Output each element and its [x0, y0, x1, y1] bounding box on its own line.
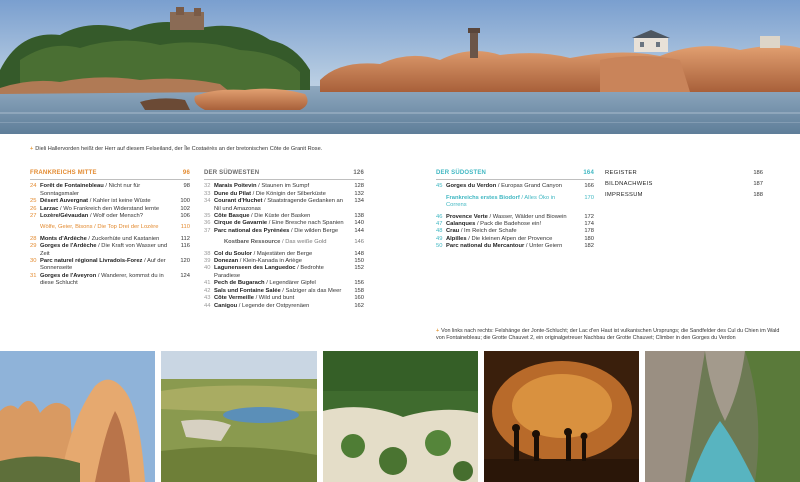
- entry-text: [214, 228, 348, 235]
- entry-text: [214, 239, 348, 246]
- entry-text: [40, 236, 174, 243]
- entry-title: Parc national du Mercantour: [446, 243, 525, 250]
- entry-title: Kostbare Ressource: [224, 239, 281, 246]
- section-header: FRANKREICHS MITTE 96: [30, 170, 190, 180]
- entry-description: / Zuckerhüte und Kastanien: [86, 235, 160, 242]
- entry-text: [446, 243, 578, 250]
- entry-page: 100: [180, 198, 190, 205]
- toc-entry[interactable]: [436, 236, 594, 243]
- entry-description: / Die Top Drei der Lozère: [92, 224, 159, 231]
- toc-list: [30, 183, 190, 287]
- entry-title: Côte Vermeille: [214, 295, 254, 302]
- entry-description: / Die Küste der Basken: [249, 213, 311, 220]
- entry-title: Gorges de l'Aveyron: [40, 272, 97, 279]
- entry-text: [40, 198, 174, 205]
- entry-text: [446, 214, 578, 221]
- entry-page: 102: [180, 205, 190, 212]
- toc-entry-register[interactable]: REGISTER 186: [605, 170, 763, 176]
- entry-number: 45: [436, 183, 443, 190]
- photos-caption: + Von links nach rechts: Felshänge der Jonte-Schlucht; der Lac d'en Haut ist vulkanischen Ursprungs; die Sandfelder des Cul du Chien im Wald von Fontainebleau; die Grotte Chauvet 2, ein originalgetreuer Nachbau der Grotte Chauvet; Climber in den Gorges du Verdon: [436, 328, 780, 341]
- section-header: DER SÜDWESTEN 126: [204, 170, 364, 180]
- entry-description: / Die wilden Berge: [289, 227, 339, 234]
- entry-number: 29: [30, 243, 37, 250]
- entry-page: 170: [584, 194, 594, 201]
- entry-page: 146: [354, 239, 364, 246]
- photo-volcanic-lake: [161, 351, 317, 482]
- entry-text: [214, 265, 348, 280]
- toc-entry[interactable]: [204, 288, 364, 295]
- entry-title: Marais Poitevin: [214, 183, 257, 190]
- entry-number: 42: [204, 287, 211, 294]
- entry-number: 44: [204, 302, 211, 309]
- entry-number: 28: [30, 235, 37, 242]
- entry-title: Crau: [446, 228, 460, 235]
- entry-description: / Im Reich der Schafe: [459, 228, 517, 235]
- toc-feature-entry[interactable]: [30, 224, 190, 231]
- entry-number: 38: [204, 250, 211, 257]
- entry-page: 162: [354, 302, 364, 309]
- toc-entry[interactable]: [204, 228, 364, 235]
- entry-description: / Das weiße Gold: [280, 239, 327, 246]
- entry-page: 178: [584, 228, 594, 235]
- entry-page: 150: [354, 258, 364, 265]
- entry-number: 31: [30, 272, 37, 279]
- entry-description: / Bedrohte Paradiese: [214, 265, 324, 279]
- entry-number: 46: [436, 213, 443, 220]
- photo-forest-sandfields: [323, 351, 478, 482]
- entry-description: / Die kleinen Alpen der Provence: [466, 235, 553, 242]
- toc-entry[interactable]: [30, 206, 190, 213]
- entry-text: [446, 195, 578, 210]
- toc-entry[interactable]: [204, 183, 364, 190]
- photo-gorge-cliffs: [0, 351, 155, 482]
- entry-title: Donezan: [214, 258, 239, 265]
- entry-description: / Alles Öko in Correns: [446, 194, 556, 209]
- entry-page: 152: [354, 265, 364, 272]
- hero-photo: [0, 0, 800, 134]
- entry-description: / Wolf oder Mensch?: [88, 213, 143, 220]
- toc-column-3: [436, 170, 594, 251]
- entry-text: [40, 258, 174, 273]
- entry-number: 40: [204, 265, 211, 272]
- entry-number: 35: [204, 213, 211, 220]
- entry-description: / Die Kraft von Wasser und Zeit: [40, 243, 168, 257]
- toc-entry[interactable]: [204, 265, 364, 280]
- toc-entry[interactable]: [204, 303, 364, 310]
- toc-column-1: [30, 170, 190, 288]
- toc-entry[interactable]: [204, 191, 364, 198]
- entry-number: 32: [204, 183, 211, 190]
- entry-title: Gorges de l'Ardèche: [40, 243, 97, 250]
- caption-arrow-icon: +: [436, 328, 440, 334]
- entry-text: [214, 258, 348, 265]
- entry-description: / Nicht nur für Sonntagsmaler: [40, 183, 141, 197]
- entry-description: / Legende der Ostpyrenäen: [237, 302, 310, 309]
- entry-description: / Majestäten der Berge: [252, 250, 313, 257]
- photo-verdon-gorge: [645, 351, 800, 482]
- toc-entry-bildnachweis[interactable]: BILDNACHWEIS 187: [605, 180, 763, 187]
- toc-feature-entry[interactable]: [436, 195, 594, 210]
- entry-number: 27: [30, 213, 37, 220]
- entry-text: [214, 198, 348, 213]
- entry-page: 128: [354, 183, 364, 190]
- entry-title: Canigou: [214, 302, 238, 309]
- entry-page: 112: [180, 235, 190, 242]
- toc-entry-impressum[interactable]: IMPRESSUM 188: [605, 191, 763, 198]
- entry-title: Forêt de Fontainebleau: [40, 183, 104, 190]
- entry-description: / Wild und bunt: [253, 295, 295, 302]
- entry-description: / Unter Geiern: [524, 243, 563, 250]
- entry-title: Gorges du Verdon: [446, 183, 497, 190]
- entry-title: Courant d'Huchet: [214, 198, 263, 205]
- entry-text: [40, 273, 174, 288]
- entry-description: / Klein-Kanada in Ariège: [238, 258, 302, 265]
- entry-title: Lagunenseen des Languedoc: [214, 265, 296, 272]
- entry-page: 172: [584, 213, 594, 220]
- entry-page: 158: [354, 287, 364, 294]
- entry-page: 144: [354, 227, 364, 234]
- entry-text: [446, 236, 578, 243]
- entry-description: / Pack die Badehose ein!: [475, 221, 542, 228]
- entry-title: Parc national des Pyrénées: [214, 227, 290, 234]
- entry-description: / Eine Bresche nach Spanien: [267, 220, 344, 227]
- entry-page: 124: [180, 272, 190, 279]
- entry-page: 132: [354, 190, 364, 197]
- entry-title: Désert Auvergnat: [40, 198, 89, 205]
- toc-entry[interactable]: [204, 280, 364, 287]
- entry-text: [214, 280, 348, 287]
- entry-text: [214, 220, 348, 227]
- entry-title: Alpilles: [446, 235, 467, 242]
- toc-entry[interactable]: [204, 258, 364, 265]
- entry-description: / Staatstragende Gedanken an Nil und Amazonas: [214, 198, 343, 212]
- entry-number: 48: [436, 228, 443, 235]
- entry-title: Parc naturel régional Livradois-Forez: [40, 258, 143, 265]
- entry-number: 26: [30, 205, 37, 212]
- entry-text: [446, 221, 578, 228]
- toc-entry[interactable]: [204, 220, 364, 227]
- entry-page: 166: [584, 183, 594, 190]
- hero-caption: + Dieli Hallervorden heißt der Herr auf diesem Felseiland, der Île Costaérès an der bretonischen Côte de Granit Rose.: [30, 146, 323, 152]
- entry-number: 33: [204, 190, 211, 197]
- entry-number: 25: [30, 198, 37, 205]
- entry-text: [214, 288, 348, 295]
- toc-entry[interactable]: [30, 198, 190, 205]
- entry-text: [40, 183, 174, 198]
- entry-text: [214, 251, 348, 258]
- toc-entry[interactable]: [204, 295, 364, 302]
- entry-number: 50: [436, 243, 443, 250]
- entry-number: 47: [436, 221, 443, 228]
- toc-entry[interactable]: [30, 213, 190, 220]
- entry-text: [214, 183, 348, 190]
- entry-page: 120: [180, 258, 190, 265]
- entry-page: 138: [354, 213, 364, 220]
- toc-list: [204, 183, 364, 310]
- entry-number: 34: [204, 198, 211, 205]
- entry-page: 110: [180, 224, 190, 231]
- photo-cave-replica: [484, 351, 639, 482]
- toc-entry[interactable]: [30, 236, 190, 243]
- entry-text: [40, 243, 174, 258]
- entry-title: Calanques: [446, 221, 476, 228]
- toc-feature-entry[interactable]: [204, 239, 364, 246]
- entry-page: 156: [354, 280, 364, 287]
- entry-title: Monts d'Ardèche: [40, 235, 87, 242]
- entry-title: Lozère/Gévaudan: [40, 213, 89, 220]
- entry-number: 30: [30, 258, 37, 265]
- entry-title: Pech de Bugarach: [214, 280, 265, 287]
- entry-title: Côte Basque: [214, 213, 250, 220]
- entry-page: 134: [354, 198, 364, 205]
- entry-text: [214, 303, 348, 310]
- toc-entry[interactable]: [30, 243, 190, 258]
- toc-entry[interactable]: [436, 183, 594, 190]
- toc-entry[interactable]: [204, 251, 364, 258]
- entry-page: 180: [584, 235, 594, 242]
- entry-number: 39: [204, 258, 211, 265]
- entry-text: [446, 228, 578, 235]
- entry-page: 116: [180, 243, 190, 250]
- entry-description: / Europas Grand Canyon: [496, 183, 562, 190]
- entry-title: Col du Soulor: [214, 250, 252, 257]
- toc-entry[interactable]: [204, 213, 364, 220]
- entry-text: [40, 206, 174, 213]
- entry-title: Provence Verte: [446, 213, 488, 220]
- entry-number: 36: [204, 220, 211, 227]
- entry-description: / Salziger als das Meer: [280, 287, 342, 294]
- toc-entry[interactable]: [30, 258, 190, 273]
- entry-page: 140: [354, 220, 364, 227]
- entry-title: Frankreichs erstes Biodorf: [446, 194, 520, 201]
- entry-number: 43: [204, 295, 211, 302]
- toc-entry[interactable]: [436, 228, 594, 235]
- entry-text: [214, 191, 348, 198]
- entry-title: Larzac: [40, 205, 59, 212]
- entry-number: 41: [204, 280, 211, 287]
- entry-description: / Die Königin der Silberküste: [251, 190, 326, 197]
- entry-page: 182: [584, 243, 594, 250]
- entry-number: 24: [30, 183, 37, 190]
- entry-number: 49: [436, 235, 443, 242]
- entry-text: [214, 295, 348, 302]
- entry-description: / Kahler ist keine Wüste: [88, 198, 151, 205]
- entry-description: / Wasser, Wälder und Biowein: [487, 213, 567, 220]
- toc-entry[interactable]: [204, 198, 364, 213]
- entry-page: 160: [354, 295, 364, 302]
- entry-text: [446, 183, 578, 190]
- entry-title: Dune du Pilat: [214, 190, 252, 197]
- toc-entry[interactable]: [30, 273, 190, 288]
- entry-number: 37: [204, 227, 211, 234]
- entry-title: Wölfe, Geier, Bisons: [40, 224, 93, 231]
- entry-title: Sals und Fontaine Salée: [214, 287, 281, 294]
- caption-arrow-icon: +: [30, 146, 34, 152]
- entry-page: 174: [584, 221, 594, 228]
- entry-description: / Wo Frankreich den Widerstand lernte: [58, 205, 160, 212]
- toc-entry[interactable]: [436, 243, 594, 250]
- toc-list: [436, 183, 594, 250]
- entry-page: 98: [183, 183, 190, 190]
- section-header: DER SÜDOSTEN 164: [436, 170, 594, 180]
- entry-page: 148: [354, 250, 364, 257]
- toc-column-4: [605, 170, 763, 203]
- entry-page: 106: [180, 213, 190, 220]
- entry-text: [40, 213, 174, 220]
- entry-title: Cirque de Gavarnie: [214, 220, 268, 227]
- entry-text: [40, 224, 174, 231]
- entry-description: / Staunen im Sumpf: [256, 183, 310, 190]
- entry-description: / Legendärer Gipfel: [264, 280, 316, 287]
- entry-description: / Wanderer, kommst du in diese Schlucht: [40, 272, 164, 287]
- entry-text: [214, 213, 348, 220]
- toc-entry[interactable]: [436, 221, 594, 228]
- toc-entry[interactable]: [436, 214, 594, 221]
- toc-entry[interactable]: [30, 183, 190, 198]
- entry-description: / Auf der Sonnenseite: [40, 258, 166, 272]
- toc-column-2: [204, 170, 364, 310]
